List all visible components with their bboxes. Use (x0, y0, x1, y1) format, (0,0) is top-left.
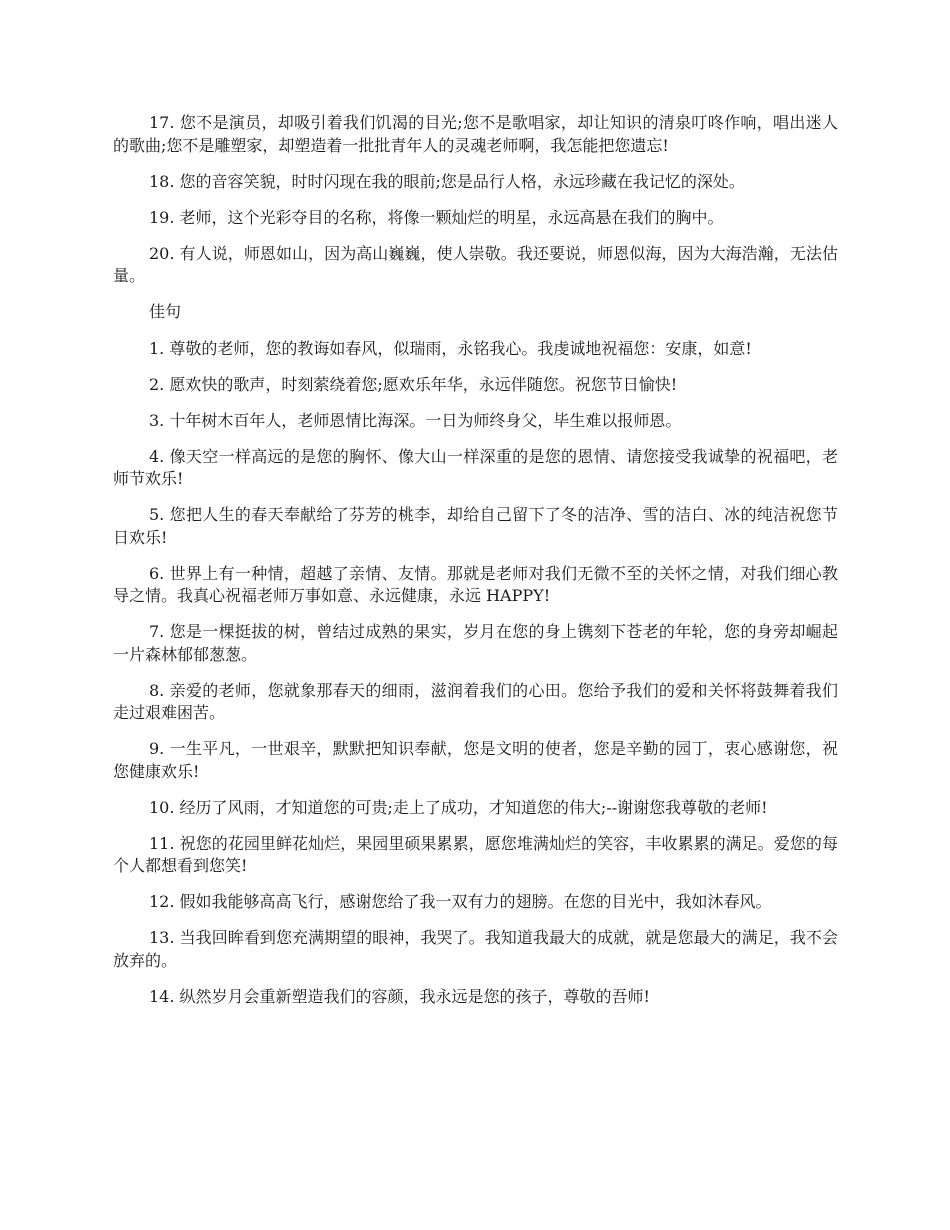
paragraph-jiaju-13: 13. 当我回眸看到您充满期望的眼神，我哭了。我知道我最大的成就，就是您最大的满足，我不会放弃的。 (113, 928, 838, 970)
paragraph-18: 18. 您的音容笑貌，时时闪现在我的眼前;您是品行人格，永远珍藏在我记忆的深处。 (149, 171, 745, 191)
paragraph-jiaju-3: 3. 十年树木百年人，老师恩情比海深。一日为师终身父，毕生难以报师恩。 (149, 410, 682, 430)
paragraph-17: 17. 您不是演员，却吸引着我们饥渴的目光;您不是歌唱家，却让知识的清泉叮咚作响，唱出迷人的歌曲;您不是雕塑家，却塑造着一批批青年人的灵魂老师啊，我怎能把您遗忘! (113, 113, 838, 155)
paragraph-jiaju-10: 10. 经历了风雨，才知道您的可贵;走上了成功，才知道您的伟大;--谢谢您我尊敬的老师! (149, 797, 768, 817)
paragraph-jiaju-8: 8. 亲爱的老师，您就象那春天的细雨，滋润着我们的心田。您给予我们的爱和关怀将鼓舞着我们走过艰难困苦。 (113, 680, 838, 722)
paragraph-jiaju-1: 1. 尊敬的老师，您的教诲如春风，似瑞雨，永铭我心。我虔诚地祝福您：安康，如意! (149, 338, 752, 358)
paragraph-jiaju-12: 12. 假如我能够高高飞行，感谢您给了我一双有力的翅膀。在您的目光中，我如沐春风。 (149, 892, 772, 911)
paragraph-jiaju-9: 9. 一生平凡，一世艰辛，默默把知识奉献，您是文明的使者，您是辛勤的园丁，衷心感谢您，祝您健康欢乐! (113, 739, 838, 781)
paragraph-jiaju-5: 5. 您把人生的春天奉献给了芬芳的桃李，却给自己留下了冬的洁净、雪的洁白、冰的纯洁祝您节日欢乐! (113, 505, 838, 547)
paragraph-19: 19. 老师，这个光彩夺目的名称，将像一颗灿烂的明星，永远高悬在我们的胸中。 (149, 207, 724, 227)
paragraph-jiaju-7: 7. 您是一棵挺拔的树，曾结过成熟的果实，岁月在您的身上镌刻下苍老的年轮，您的身旁却崛起一片森林郁郁葱葱。 (113, 622, 838, 664)
paragraph-20: 20. 有人说，师恩如山，因为高山巍巍，使人崇敬。我还要说，师恩似海，因为大海浩瀚，无法估量。 (113, 243, 838, 285)
paragraph-jiaju-2: 2. 愿欢快的歌声，时刻萦绕着您;愿欢乐年华，永远伴随您。祝您节日愉快! (149, 374, 678, 394)
paragraph-jiaju-11: 11. 祝您的花园里鲜花灿烂，果园里硕果累累，愿您堆满灿烂的笑容，丰收累累的满足。爱您的每个人都想看到您笑! (113, 833, 838, 875)
paragraph-jiaju-4: 4. 像天空一样高远的是您的胸怀、像大山一样深重的是您的恩情、请您接受我诚挚的祝福吧，老师节欢乐! (113, 446, 838, 488)
paragraph-jiaju-6: 6. 世界上有一种情，超越了亲情、友情。那就是老师对我们无微不至的关怀之情，对我们细心教导之情。我真心祝福老师万事如意、永远健康，永远 HAPPY! (113, 563, 838, 605)
paragraph-jiaju-14: 14. 纵然岁月会重新塑造我们的容颜，我永远是您的孩子，尊敬的吾师! (149, 986, 650, 1006)
section-heading: 佳句 (149, 302, 182, 321)
